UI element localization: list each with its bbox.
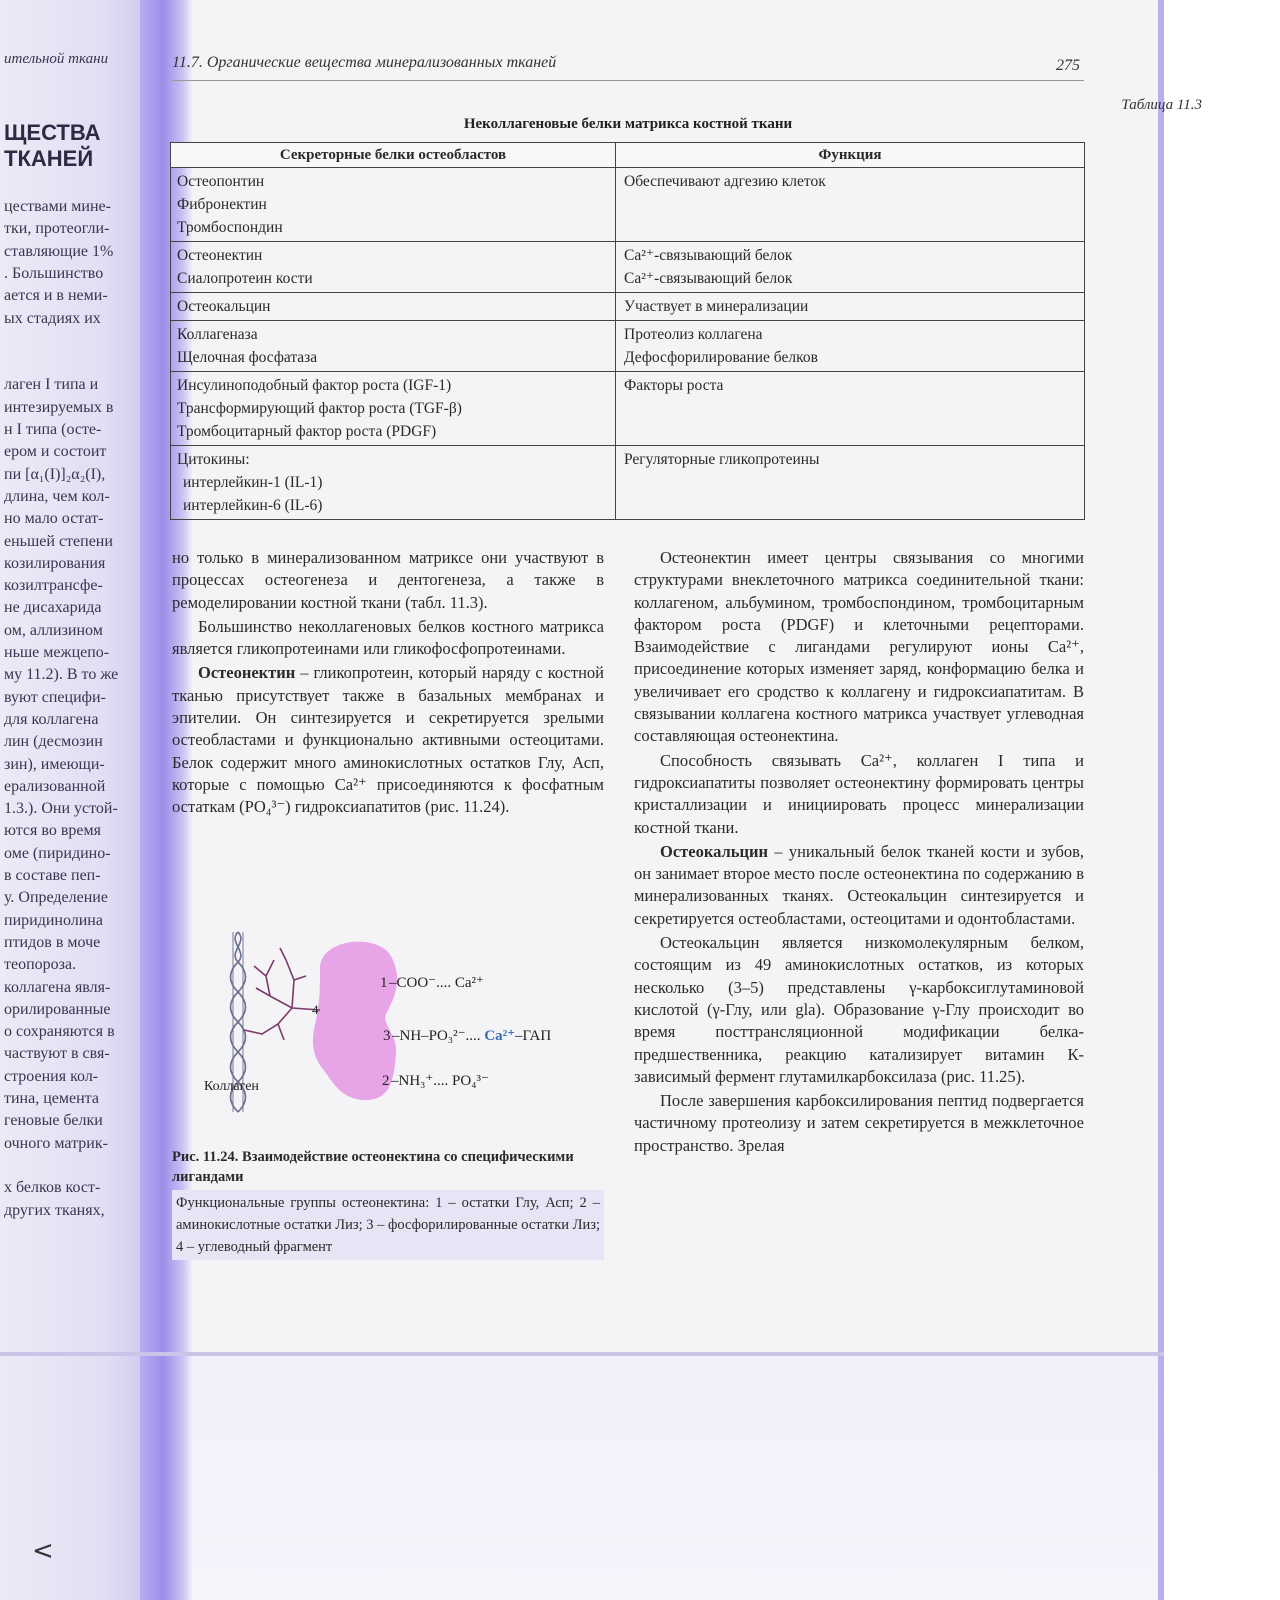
left-page-line: козилирования [4, 554, 106, 572]
left-page-line: птидов в моче [4, 933, 101, 951]
left-page-line: ых стадиях их [4, 309, 101, 327]
left-page-line: ерализованной [4, 777, 106, 795]
group-3-label [391, 1028, 551, 1044]
header-rule [172, 80, 1084, 81]
left-page-line: у. Определение [4, 889, 108, 907]
function-cell [616, 168, 1085, 242]
paragraph: Большинство неколлагеновых белков костного матрикса является гликопротеинами или гликофосфопротеинами. [172, 616, 604, 659]
protein-name: Коллагеназа [177, 326, 258, 343]
protein-name: Сиалопротеин кости [177, 270, 313, 287]
left-page-line: теопороза. [4, 956, 77, 974]
left-page-line: длина, чем кол- [4, 487, 110, 505]
table-header-proteins: Секреторные белки остеобластов [171, 143, 616, 168]
page-right-edge [1158, 0, 1164, 1600]
paragraph [634, 841, 1084, 930]
left-page-line: вуют специфи- [4, 688, 106, 706]
group-3-label-b: –ГАП [514, 1028, 552, 1044]
function-cell [616, 372, 1085, 446]
page-number: 275 [1056, 57, 1080, 74]
left-page-line: ером и состоит [4, 443, 107, 461]
left-page-line: . Большинство [4, 264, 104, 282]
left-page-line: строения кол- [4, 1067, 99, 1085]
function-text: Ca²⁺-связывающий белок [624, 270, 793, 287]
left-page-heading-1: ЩЕСТВА [4, 120, 101, 145]
table-label: Таблица 11.3 [1121, 97, 1202, 113]
left-page-line: 1.3.). Они устой- [4, 800, 118, 818]
group-number-4: 4 [312, 1002, 319, 1017]
left-page-line: ньше межцепо- [4, 644, 110, 661]
left-page-line: лин (десмозин [4, 733, 103, 751]
protein-name: Остеопонтин [177, 173, 265, 190]
paragraph: Остеокальцин является низкомолекулярным белком, состоящим из 49 аминокислотных остатков, из которых несколько (3–5) представлены γ-карбоксиглутаминовой кислотой (γ-Глу, или gla). Образование γ-Глу происходит во время посттрансляционной модификации белка-предшественника, реакцию катализирует витамин К-зависимый фермент глутамилкарбоксилаза (рис. 11.25). [634, 933, 1084, 1086]
paragraph: но только в минерализованном матриксе они участвуют в процессах остеогенеза и дентогенеза, а также в ремоделировании костной ткани (табл. 11.3). [172, 548, 604, 612]
left-page-line: зин), имеющи- [4, 755, 105, 773]
paragraph: Остеонектин имеет центры связывания со многими структурами внеклеточного матрикса соединительной ткани: коллагеном, альбумином, тромбоспондином, тромбоцитарным фактором роста (PDGF) и клеточными рецепторами. Взаимодействие с лигандами регулируют ионы Ca²⁺, присоединение которых изменяет заряд, конформацию белка и увеличивает его сродство к коллагену и гидроксиапатитам. В связывании коллагена костного матрикса участвует углеводная составляющая остеонектина. [634, 548, 1084, 746]
figure-title: Рис. 11.24. Взаимодействие остеонектина со специфическими лигандами [172, 1149, 574, 1185]
protein-name: Цитокины: [177, 451, 250, 468]
table-body [171, 168, 1085, 520]
left-text-column [172, 547, 604, 821]
table-row [171, 321, 1085, 372]
left-page-line: оме (пиридино- [4, 844, 111, 862]
table-header-function: Функция [616, 143, 1085, 168]
term-osteocalcin: Остеокальцин [660, 841, 768, 861]
left-page-line: еньшей степени [4, 532, 113, 550]
function-cell [616, 321, 1085, 372]
figure-legend: Функциональные группы остеонектина: 1 – остатки Глу, Асп; 2 – аминокислотные остатки Лиз; 3 – фосфорилированные остатки Лиз; 4 – углеводный фрагмент [172, 1190, 604, 1260]
left-page-line: интезируемых в [4, 398, 114, 416]
table-row [171, 446, 1085, 520]
protein-name: Остеонектин [177, 247, 263, 264]
left-page-fragment [0, 0, 150, 1600]
table-row [171, 168, 1085, 242]
left-page-line: в составе пеп- [4, 867, 101, 884]
group-3-calcium: Ca²⁺ [484, 1028, 515, 1044]
protein-cell [171, 446, 616, 520]
left-page-line: для коллагена [4, 710, 99, 728]
corner-mark: < [32, 1536, 54, 1566]
paragraph: После завершения карбоксилирования пептид подвергается частичному протеолизу и затем секретируется в межклеточное пространство. Зрелая [634, 1091, 1084, 1155]
left-page-line: но мало остат- [4, 510, 104, 528]
function-cell [616, 446, 1085, 520]
left-page-line: ается и в неми- [4, 287, 108, 305]
left-page-line: лаген I типа и [4, 376, 99, 394]
protein-name: Фибронектин [177, 196, 267, 213]
term-osteonectin: Остеонектин [198, 663, 296, 683]
function-cell [616, 293, 1085, 321]
protein-name: Тромбоспондин [177, 219, 283, 236]
left-page-line: ом, аллизином [4, 621, 103, 639]
function-text: Факторы роста [624, 377, 724, 394]
protein-name: Тромбоцитарный фактор роста (PDGF) [177, 423, 437, 440]
protein-name: Инсулиноподобный фактор роста (IGF-1) [177, 377, 452, 394]
left-page-line: о сохраняются в [4, 1023, 115, 1041]
protein-name: Остеокальцин [177, 298, 271, 315]
function-cell [616, 242, 1085, 293]
group-2-label: –NH₃⁺.... PO₄³⁻ [391, 1073, 489, 1089]
group-number-2: 2 [382, 1073, 390, 1089]
protein-name: Трансформирующий фактор роста (TGF-β) [177, 400, 462, 417]
left-page-line: тина, цемента [4, 1090, 99, 1107]
protein-name: Щелочная фосфатаза [177, 349, 318, 366]
right-text-column [634, 547, 1084, 1159]
left-page-line: н I типа (осте- [4, 421, 102, 438]
paragraph: Способность связывать Ca²⁺, коллаген I типа и гидроксиапатиты позволяет остеонектину формировать центры кристаллизации и инициировать процесс минерализации костной ткани. [634, 750, 1084, 837]
left-page-line: не дисахарида [4, 599, 102, 617]
paragraph-text: – уникальный белок тканей кости и зубов, он занимает второе место после остеонектина по содержанию в минерализованных тканях. Остеокальцин синтезируется и секретируется остеобластами, остеоцитами и одонтобластами. [634, 841, 1084, 928]
protein-cell [171, 168, 616, 242]
protein-table [170, 142, 1085, 520]
function-text: Регуляторные гликопротеины [624, 451, 820, 468]
figure-osteonectin-ligands [170, 930, 600, 1130]
left-page-line: пи [α₁(I)]₂α₂(I), [4, 465, 106, 483]
table-row [171, 242, 1085, 293]
function-text: Ca²⁺-связывающий белок [624, 247, 793, 264]
left-page-line: очного матрик- [4, 1134, 108, 1152]
left-page-line: цествами мине- [4, 198, 111, 215]
function-text: Протеолиз коллагена [624, 326, 763, 343]
function-text: Дефосфорилирование белков [624, 349, 818, 366]
function-text: Обеспечивают адгезию клеток [624, 173, 826, 190]
left-page-line: коллагена явля- [4, 978, 111, 996]
left-page-line: других тканях, [4, 1201, 105, 1219]
protein-name: интерлейкин-1 (IL-1) [183, 474, 323, 491]
function-text: Участвует в минерализации [624, 298, 809, 315]
group-1-label: –COO⁻.... Ca²⁺ [389, 975, 484, 991]
left-page-line: тки, протеогли- [4, 220, 110, 238]
left-page-line: х белков кост- [4, 1179, 101, 1197]
table-title: Неколлагеновые белки матрикса костной ткани [463, 116, 793, 132]
table-row [171, 372, 1085, 446]
figure-svg [170, 930, 600, 1130]
paragraph-text: – гликопротеин, который наряду с костной тканью присутствует также в базальных мембранах и эпителии. Он синтезируется и секретируется зрелыми остеобластами и функционально активными остеоцитами. Белок содержит много аминокислотных остатков Глу, Асп, которые с помощью Ca²⁺ присоединяются к фосфатным остаткам (PO₄³⁻) гидроксиапатитов (рис. 11.24). [172, 663, 604, 817]
left-page-line: частвуют в свя- [4, 1045, 110, 1063]
protein-name: интерлейкин-6 (IL-6) [183, 497, 323, 514]
left-page-line: му 11.2). В то же [4, 666, 119, 684]
left-page-line: козилтрансфе- [4, 577, 103, 595]
group-3-label-a: –NH–PO₃²⁻.... [392, 1028, 485, 1044]
left-page-line: пиридинолина [4, 911, 103, 929]
carbohydrate-branches [244, 948, 320, 1040]
left-page-line: геновые белки [4, 1112, 103, 1130]
left-page-header: ительной ткани [4, 51, 109, 67]
figure-caption [172, 1147, 604, 1187]
protein-cell [171, 372, 616, 446]
collagen-label: Коллаген [204, 1079, 259, 1094]
group-number-3: 3 [383, 1028, 391, 1044]
left-page-heading-2: ТКАНЕЙ [4, 146, 94, 171]
protein-cell [171, 293, 616, 321]
protein-cell [171, 321, 616, 372]
group-number-1: 1 [380, 975, 388, 991]
protein-cell [171, 242, 616, 293]
table-row [171, 293, 1085, 321]
page-bottom-edge [0, 1352, 1164, 1356]
running-header-title: 11.7. Органические вещества минерализованных тканей [172, 54, 557, 71]
left-page-line: орилированные [4, 1000, 111, 1018]
paragraph [172, 662, 604, 818]
left-page-line: ются во время [4, 822, 101, 840]
left-page-line: ставляющие 1% [4, 242, 114, 260]
